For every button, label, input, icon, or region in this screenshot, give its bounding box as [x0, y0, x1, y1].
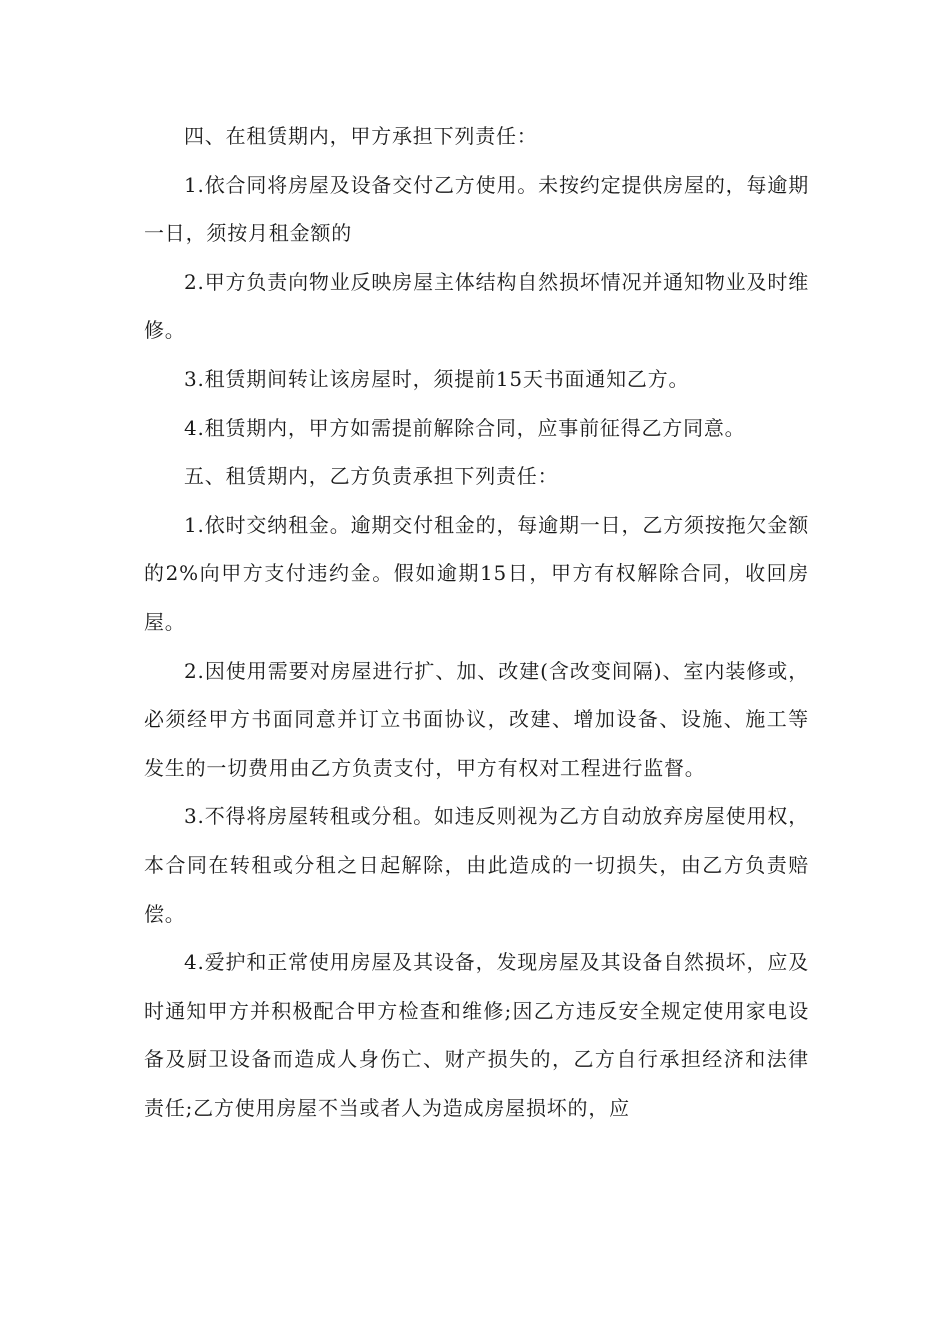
- tenant-clause-1: 1.依时交纳租金。逾期交付租金的，每逾期一日，乙方须按拖欠金额的2%向甲方支付违约金。假如逾期15日，甲方有权解除合同，收回房屋。: [144, 512, 809, 634]
- landlord-clause-1: 1.依合同将房屋及设备交付乙方使用。未按约定提供房屋的，每逾期一日，须按月租金额的: [144, 172, 809, 246]
- landlord-clause-2: 2.甲方负责向物业反映房屋主体结构自然损坏情况并通知物业及时维修。: [144, 269, 809, 343]
- landlord-clause-3: 3.租赁期间转让该房屋时，须提前15天书面通知乙方。: [184, 366, 690, 391]
- section-heading-landlord-duties: 四、在租赁期内，甲方承担下列责任：: [184, 124, 538, 148]
- section-heading-tenant-duties: 五、租赁期内，乙方负责承担下列责任：: [184, 464, 559, 489]
- tenant-clause-4: 4.爱护和正常使用房屋及其设备，发现房屋及其设备自然损坏，应及时通知甲方并积极配合甲方检查和维修;因乙方违反安全规定使用家电设备及厨卫设备而造成人身伤亡、财产损失的，乙方自行承担经济和法律责任;乙方使用房屋不当或者人为造成房屋损坏的，应: [144, 950, 809, 1120]
- document-body: [144, 112, 809, 1132]
- landlord-clause-4: 4.租赁期内，甲方如需提前解除合同，应事前征得乙方同意。: [184, 415, 746, 440]
- tenant-clause-2: 2.因使用需要对房屋进行扩、加、改建(含改变间隔)、室内装修或，必须经甲方书面同意并订立书面协议，改建、增加设备、设施、施工等发生的一切费用由乙方负责支付，甲方有权对工程进行监督。: [144, 658, 809, 780]
- tenant-clause-3: 3.不得将房屋转租或分租。如违反则视为乙方自动放弃房屋使用权，本合同在转租或分租之日起解除，由此造成的一切损失，由乙方负责赔偿。: [144, 804, 809, 926]
